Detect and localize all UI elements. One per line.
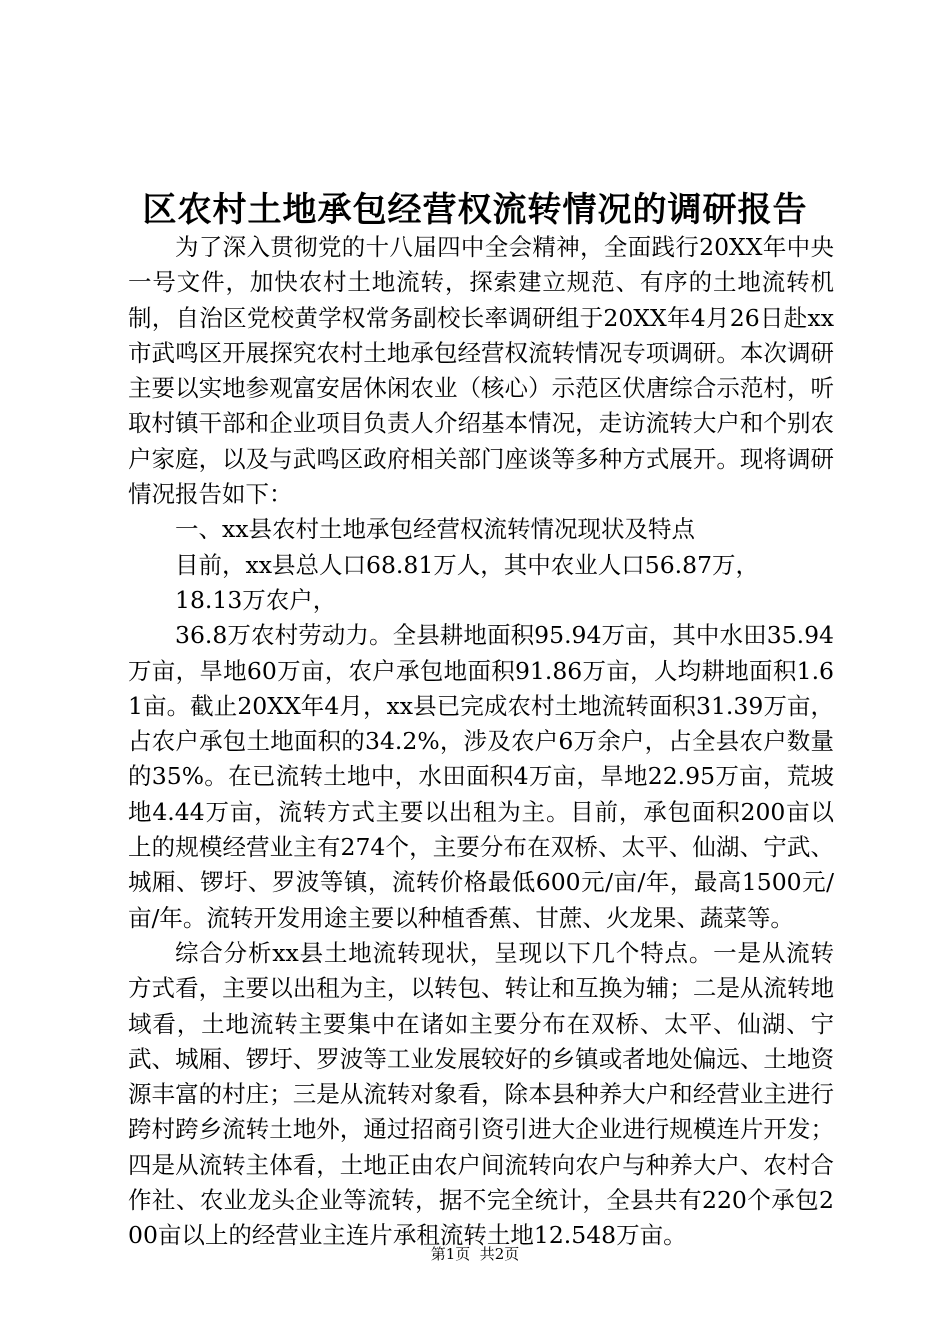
intro-paragraph: 为了深入贯彻党的十八届四中全会精神，全面践行20XX年中央一号文件，加快农村土地流转，探索建立规范、有序的土地流转机制，自治区党校黄学权常务副校长率调研组于20XX年4月26日赴xx市武鸣区开展探究农村土地承包经营权流转情况专项调研。本次调研主要以实地参观富安居休闲农业（核心）示范区伏唐综合示范村，听取村镇干部和企业项目负责人介绍基本情况，走访流转大户和个别农户家庭，以及与武鸣区政府相关部门座谈等多种方式展开。现将调研情况报告如下： bbox=[128, 233, 834, 509]
population-line: 目前，xx县总人口68.81万人，其中农业人口56.87万， bbox=[175, 550, 760, 579]
page-number-footer: 第1页 共2页 bbox=[430, 1245, 520, 1263]
document-title: 区农村土地承包经营权流转情况的调研报告 bbox=[142, 190, 808, 230]
households-line: 18.13万农户， bbox=[175, 585, 337, 614]
section-heading: 一、xx县农村土地承包经营权流转情况现状及特点 bbox=[175, 515, 696, 544]
statistics-paragraph: 36.8万农村劳动力。全县耕地面积95.94万亩，其中水田35.94万亩，旱地60万亩，农户承包地面积91.86万亩，人均耕地面积1.61亩。截止20XX年4月，xx县已完成农村土地流转面积31.39万亩，占农户承包土地面积的34.2%，涉及农户6万余户，占全县农户数量的35%。在已流转土地中，水田面积4万亩，旱地22.95万亩，荒坡地4.44万亩，流转方式主要以出租为主。目前，承包面积200亩以上的规模经营业主有274个，主要分布在双桥、太平、仙湖、宁武、城厢、锣圩、罗波等镇，流转价格最低600元/亩/年，最高1500元/亩/年。流转开发用途主要以种植香蕉、甘蔗、火龙果、蔬菜等。 bbox=[128, 621, 835, 932]
analysis-paragraph: 综合分析xx县土地流转现状，呈现以下几个特点。一是从流转方式看，主要以出租为主，以转包、转让和互换为辅；二是从流转地域看，土地流转主要集中在诸如主要分布在双桥、太平、仙湖、宁武、城厢、锣圩、罗波等工业发展较好的乡镇或者地处偏远、土地资源丰富的村庄；三是从流转对象看，除本县种养大户和经营业主进行跨村跨乡流转土地外，通过招商引资引进大企业进行规模连片开发；四是从流转主体看，土地正由农户间流转向农户与种养大户、农村合作社、农业龙头企业等流转，据不完全统计，全县共有220个承包200亩以上的经营业主连片承租流转土地12.548万亩。 bbox=[128, 938, 834, 1250]
document-body bbox=[128, 230, 834, 1254]
